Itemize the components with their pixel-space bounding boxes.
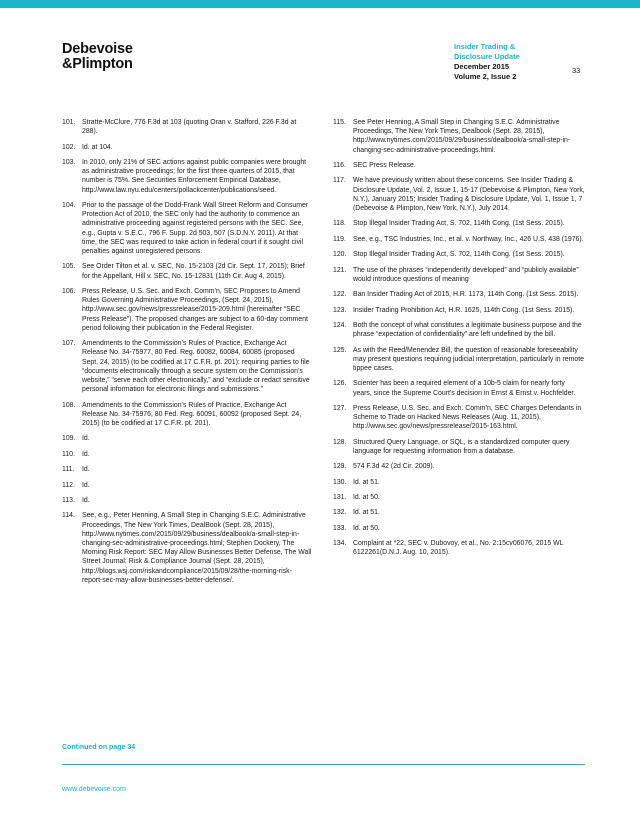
endnote-number: 120. [333,251,347,259]
endnote-text: Complaint at *22, SEC v. Dubovoy, et al., No. 2:15cv06076, 2015 WL 6122261(D.N.J. Aug. 10, 2015). [353,540,564,557]
endnote-item [333,176,585,213]
endnote-item [333,161,585,170]
endnote-number: 118. [333,220,346,228]
endnote-number: 115. [333,119,346,126]
endnote-text: Id. [82,481,90,489]
endnote-item [62,262,312,280]
endnote-number: 105. [62,263,76,271]
endnote-text: Amendments to the Commission’s Rules of Practice, Exchange Act Release No. 34-75977, 80 Fed. Reg. 60082, 60084, 60085 (proposed Sept. 24, 2015) (to be codified at 17 C.F.R. pt. 201): requiring parties to file “documents electronically through a secure system on the Commission’s website,” “serve each other electronically,” and “exclude or redact sensitive personal information for electronic filings and submissions.” [82,340,310,394]
endnote-number: 128. [333,438,347,446]
endnote-number: 132. [333,509,347,517]
endnote-text: See Order Tilton et al. v. SEC, No. 15-2103 (2d Cir. Sept. 17, 2015); Brief for the Appellant, Hill v. SEC, No. 15-12831 (11th Cir. Aug 4, 2015). [82,263,305,280]
endnote-text: Stop Illegal Insider Trading Act, S. 702, 114th Cong. (1st Sess. 2015). [353,220,565,228]
logo-line-2: &Plimpton [62,56,133,72]
endnote-text: Id. at 51. [353,509,380,517]
continued-link[interactable]: Continued on page 34 [62,744,136,751]
endnote-text: See, e.g., TSC Industries, Inc., et al. v. Northway, Inc., 426 U.S. 438 (1976). [353,235,584,243]
endnote-item [333,250,585,259]
footer-divider [62,764,585,765]
endnote-number: 112. [62,481,75,489]
page-number: 33 [572,66,581,75]
endnote-text: As with the Reed/Menendez Bill, the question of reasonable foreseeability may present questions requiring judicial interpretation, particularly in remote tippee cases. [353,346,584,372]
endnote-number: 130. [333,478,347,486]
endnote-text: SEC Press Release. [353,162,416,169]
endnote-text: Id. [82,450,90,458]
endnote-number: 123. [333,306,347,314]
firm-logo [62,42,133,72]
logo-line-1: Debevoise [62,41,133,57]
endnote-item [62,450,312,459]
endnote-number: 122. [333,291,347,299]
endnotes-right-column [333,118,585,564]
endnote-text: The use of the phrases “independently developed” and “publicly available” would introduce questions of meaning [353,266,579,283]
endnote-text: Press Release, U.S. Sec. and Exch. Comm’n, SEC Charges Defendants in Scheme to Trade on Hacked News Releases (Aug. 11, 2015), http://www.sec.gov/news/pressrelease/2015-163.html. [353,404,582,431]
endnote-number: 125. [333,346,347,354]
endnote-number: 133. [333,524,347,532]
endnote-item [333,493,585,502]
endnote-item [62,465,312,474]
endnote-item [333,235,585,244]
endnote-number: 102. [62,143,76,151]
endnote-item [333,219,585,228]
endnote-text: Stratte-McClure, 776 F.3d at 103 (quoting Oran v. Stafford, 226 F.3d at 288). [82,119,297,136]
endnote-text: 574 F.3d 42 (2d Cir. 2009). [353,463,435,471]
endnote-item [333,478,585,487]
endnote-text: In 2010, only 21% of SEC actions against public companies were brought as administrative proceedings; for the first three quarters of 2015, that number is 75%. See Securities Enforcement Empirical Database, http://www.law.nyu.edu/centers/pollackcenter/publications/seed. [82,158,307,194]
endnote-item [62,339,312,394]
endnote-item [333,508,585,517]
endnote-item [333,524,585,533]
endnote-item [62,158,312,195]
endnote-item [62,201,312,256]
endnote-number: 104. [62,201,76,209]
endnote-item [333,438,585,456]
endnotes-left-column [62,118,312,591]
publication-volume: Volume 2, Issue 2 [454,72,517,81]
endnote-text: Ban Insider Trading Act of 2015, H.R. 1173, 114th Cong. (1st Sess. 2015). [353,291,579,299]
endnote-item [62,481,312,490]
endnote-item [333,379,585,397]
endnote-text: Id. at 50. [353,494,380,502]
endnote-number: 121. [333,266,347,274]
endnote-text: Both the concept of what constitutes a legitimate business purpose and the phrase “expectation of confidentiality” are left undefined by the bill. [353,321,582,339]
endnote-number: 103. [62,158,76,166]
endnote-item [62,434,312,443]
endnote-number: 134. [333,540,347,548]
endnote-item [333,462,585,471]
endnote-item [333,346,585,374]
endnote-item [333,290,585,299]
endnote-item [62,143,312,152]
endnote-number: 106. [62,287,76,295]
endnote-text: See Peter Henning, A Small Step in Changing S.E.C. Administrative Proceedings, The New York Times, Dealbook (Sept. 28, 2015), http://www.nytimes.com/2015/09/29/business/dealbook/a-small-step-in-changing-sec-administrative-proceedings.html. [353,119,571,154]
endnote-item [62,401,312,429]
endnote-item [62,511,312,585]
endnote-number: 110. [62,450,75,458]
publication-info [454,42,520,82]
endnote-text: Structured Query Language, or SQL, is a standardized computer query language for requesting information from a database. [353,438,570,455]
endnote-item [333,404,585,432]
endnote-item [333,266,585,284]
endnote-number: 129. [333,463,347,471]
top-accent-bar [0,0,640,8]
endnote-number: 126. [333,380,347,388]
endnote-number: 111. [62,466,75,474]
endnote-text: Amendments to the Commission’s Rules of Practice, Exchange Act Release No. 34-75976, 80 Fed. Reg. 60091, 60092 (proposed Sept. 24, 2015) (to be codified at 17 C.F.R. pt. 201). [82,401,302,427]
endnote-item [333,539,585,557]
publication-title-line-2: Disclosure Update [454,52,520,61]
endnote-number: 124. [333,321,347,329]
endnote-item [62,118,312,136]
website-link[interactable]: www.debevoise.com [62,786,126,793]
endnote-number: 101. [62,119,76,126]
endnote-item [333,321,585,339]
endnote-item [62,287,312,333]
endnote-number: 116. [333,162,346,169]
endnote-text: Prior to the passage of the Dodd-Frank Wall Street Reform and Consumer Protection Act of 2010, the SEC only had the authority to commence an administrative proceeding against registered persons with the SEC. See, e.g., Gupta v. S.E.C., 796 F. Supp. 2d 503, 507 (S.D.N.Y. 2011). At that time, the SEC was required to take action in federal court if it sought civil penalties against unregistered persons. [82,201,309,255]
endnote-number: 127. [333,404,347,412]
endnote-text: Id. at 50. [353,524,380,532]
endnote-number: 107. [62,340,76,348]
endnote-number: 119. [333,235,346,243]
endnote-text: We have previously written about these concerns. See Insider Trading & Disclosure Update, Vol. 2, Issue 1, 15-17 (Debevoise & Plimpton, New York, N.Y.), January 2015; Insider Trading & Disclosure Update, Vol. 1, Issue 1, 7 (Debevoise & Plimpton, New York, N.Y.), July 2014. [353,177,585,212]
endnote-item [62,496,312,505]
endnote-item [333,306,585,315]
endnote-number: 114. [62,512,75,520]
publication-date: December 2015 [454,62,510,71]
endnote-number: 113. [62,496,75,504]
endnote-text: Stop Illegal Insider Trading Act, S. 702, 114th Cong. (1st Sess. 2015). [353,251,565,259]
endnote-number: 109. [62,435,76,443]
endnote-item [333,118,585,155]
endnote-text: Id. [82,435,90,443]
endnote-text: See, e.g., Peter Henning, A Small Step in Changing S.E.C. Administrative Proceedings, The New York Times, DealBook (Sept. 28, 2015), http://www.nytimes.com/2015/09/29/business/dealbook/a-small-step-in-changing-sec-administrative-proceedings.html; Stephen Dockery, The Morning Risk Report: SEC May Allow Businesses Better Defense, The Wall Street Journal: Risk & Compliance Journal (Sept. 28, 2015), http://blogs.wsj.com/riskandcompliance/2015/09/28/the-morning-risk-report-sec-may-allow-businesses-better-defense/. [82,512,312,584]
endnote-number: 117. [333,177,346,185]
endnote-text: Scienter has been a required element of a 10b-5 claim for nearly forty years, since the Supreme Court’s decision in Ernst & Ernst v. Hochfelder. [353,380,576,397]
endnote-text: Id. at 51. [353,478,380,486]
endnote-number: 108. [62,401,76,409]
endnote-text: Id. at 104. [82,143,113,151]
endnote-text: Press Release, U.S. Sec. and Exch. Comm’n, SEC Proposes to Amend Rules Governing Administrative Proceedings, (Sept. 24, 2015), http://www.sec.gov/news/pressrelease/2015-209.html (hereinafter “SEC Press Release”). The proposed changes are subject to a 60-day comment period following their publication in the Federal Register. [82,287,308,332]
endnote-text: Id. [82,466,90,474]
endnote-text: Id. [82,496,90,504]
endnote-text: Insider Trading Prohibition Act, H.R. 1625, 114th Cong. (1st Sess. 2015). [353,306,575,314]
endnote-number: 131. [333,494,347,502]
publication-title-line-1: Insider Trading & [454,42,516,51]
